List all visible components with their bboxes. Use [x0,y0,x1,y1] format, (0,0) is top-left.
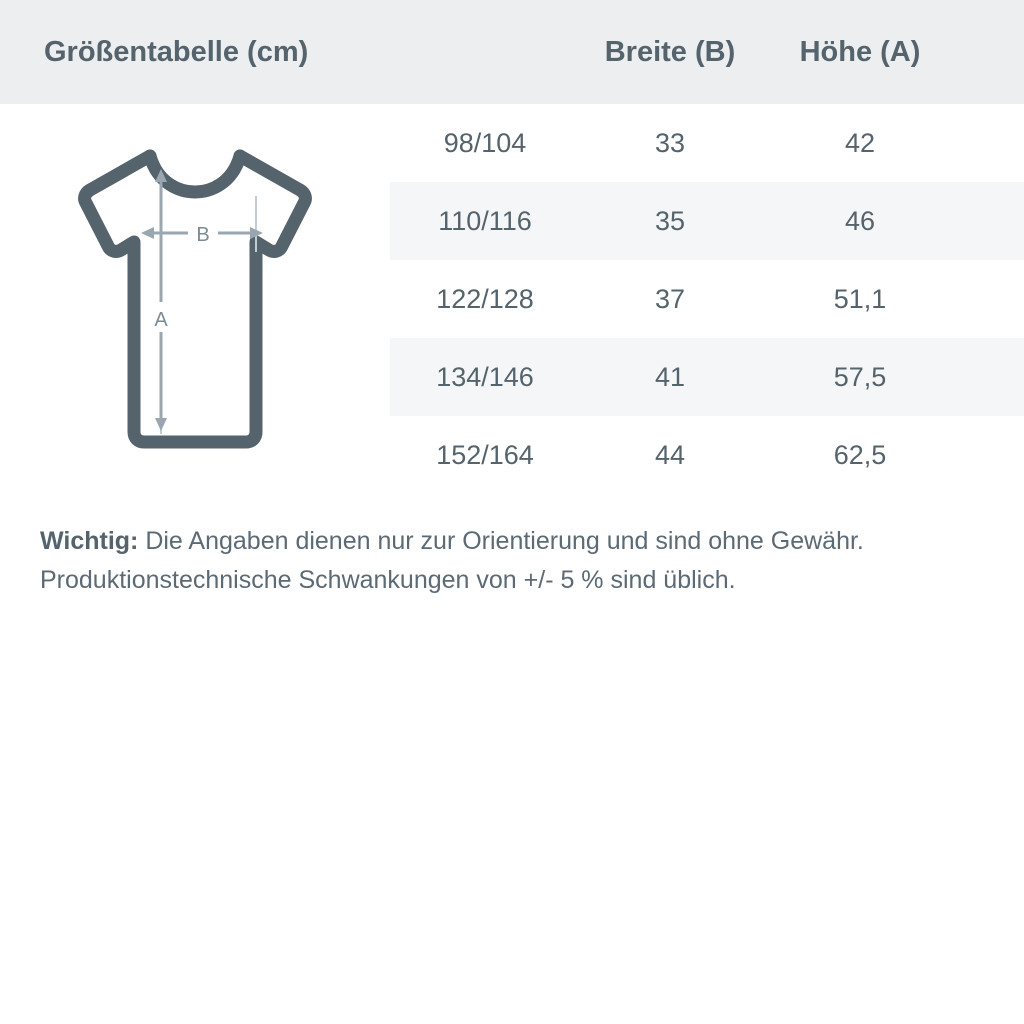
column-header-height: Höhe (A) [799,35,921,68]
cell-height: 46 [844,205,876,236]
disclaimer-note [0,522,1000,600]
cell-size: 134/146 [436,361,534,392]
tshirt-icon [30,134,360,464]
size-chart-body [0,104,1024,494]
width-arrow [141,219,263,247]
height-label: A [154,309,168,331]
cell-size: 98/104 [443,127,527,158]
size-table [390,104,1024,494]
cell-height: 51,1 [833,283,887,314]
table-row [390,338,1024,416]
cell-height: 62,5 [833,439,887,470]
page-title: Größentabelle (cm) [44,35,309,68]
disclaimer-text-1: Die Angaben dienen nur zur Orientierung und sind ohne Gewähr. [138,527,864,555]
tshirt-body-path [85,156,306,442]
table-row [390,260,1024,338]
column-header-width: Breite (B) [604,35,736,68]
cell-height: 57,5 [833,361,887,392]
table-row [390,416,1024,494]
table-row [390,182,1024,260]
tshirt-collar-path [150,156,240,192]
cell-height: 42 [844,127,876,158]
cell-width: 41 [654,361,686,392]
cell-width: 37 [654,283,686,314]
cell-size: 152/164 [436,439,534,470]
height-arrow [147,169,175,431]
size-chart-header [0,0,1024,104]
cell-size: 110/116 [438,205,532,236]
tshirt-figure [0,104,390,494]
cell-size: 122/128 [436,283,534,314]
disclaimer-line-1 [40,522,1000,561]
disclaimer-line-2: Produktionstechnische Schwankungen von +/- 5 % sind üblich. [40,565,736,594]
cell-width: 33 [654,127,686,158]
cell-width: 44 [654,439,686,470]
cell-width: 35 [654,205,686,236]
width-label: B [196,224,210,246]
disclaimer-strong: Wichtig: [40,527,139,555]
table-row [390,104,1024,182]
